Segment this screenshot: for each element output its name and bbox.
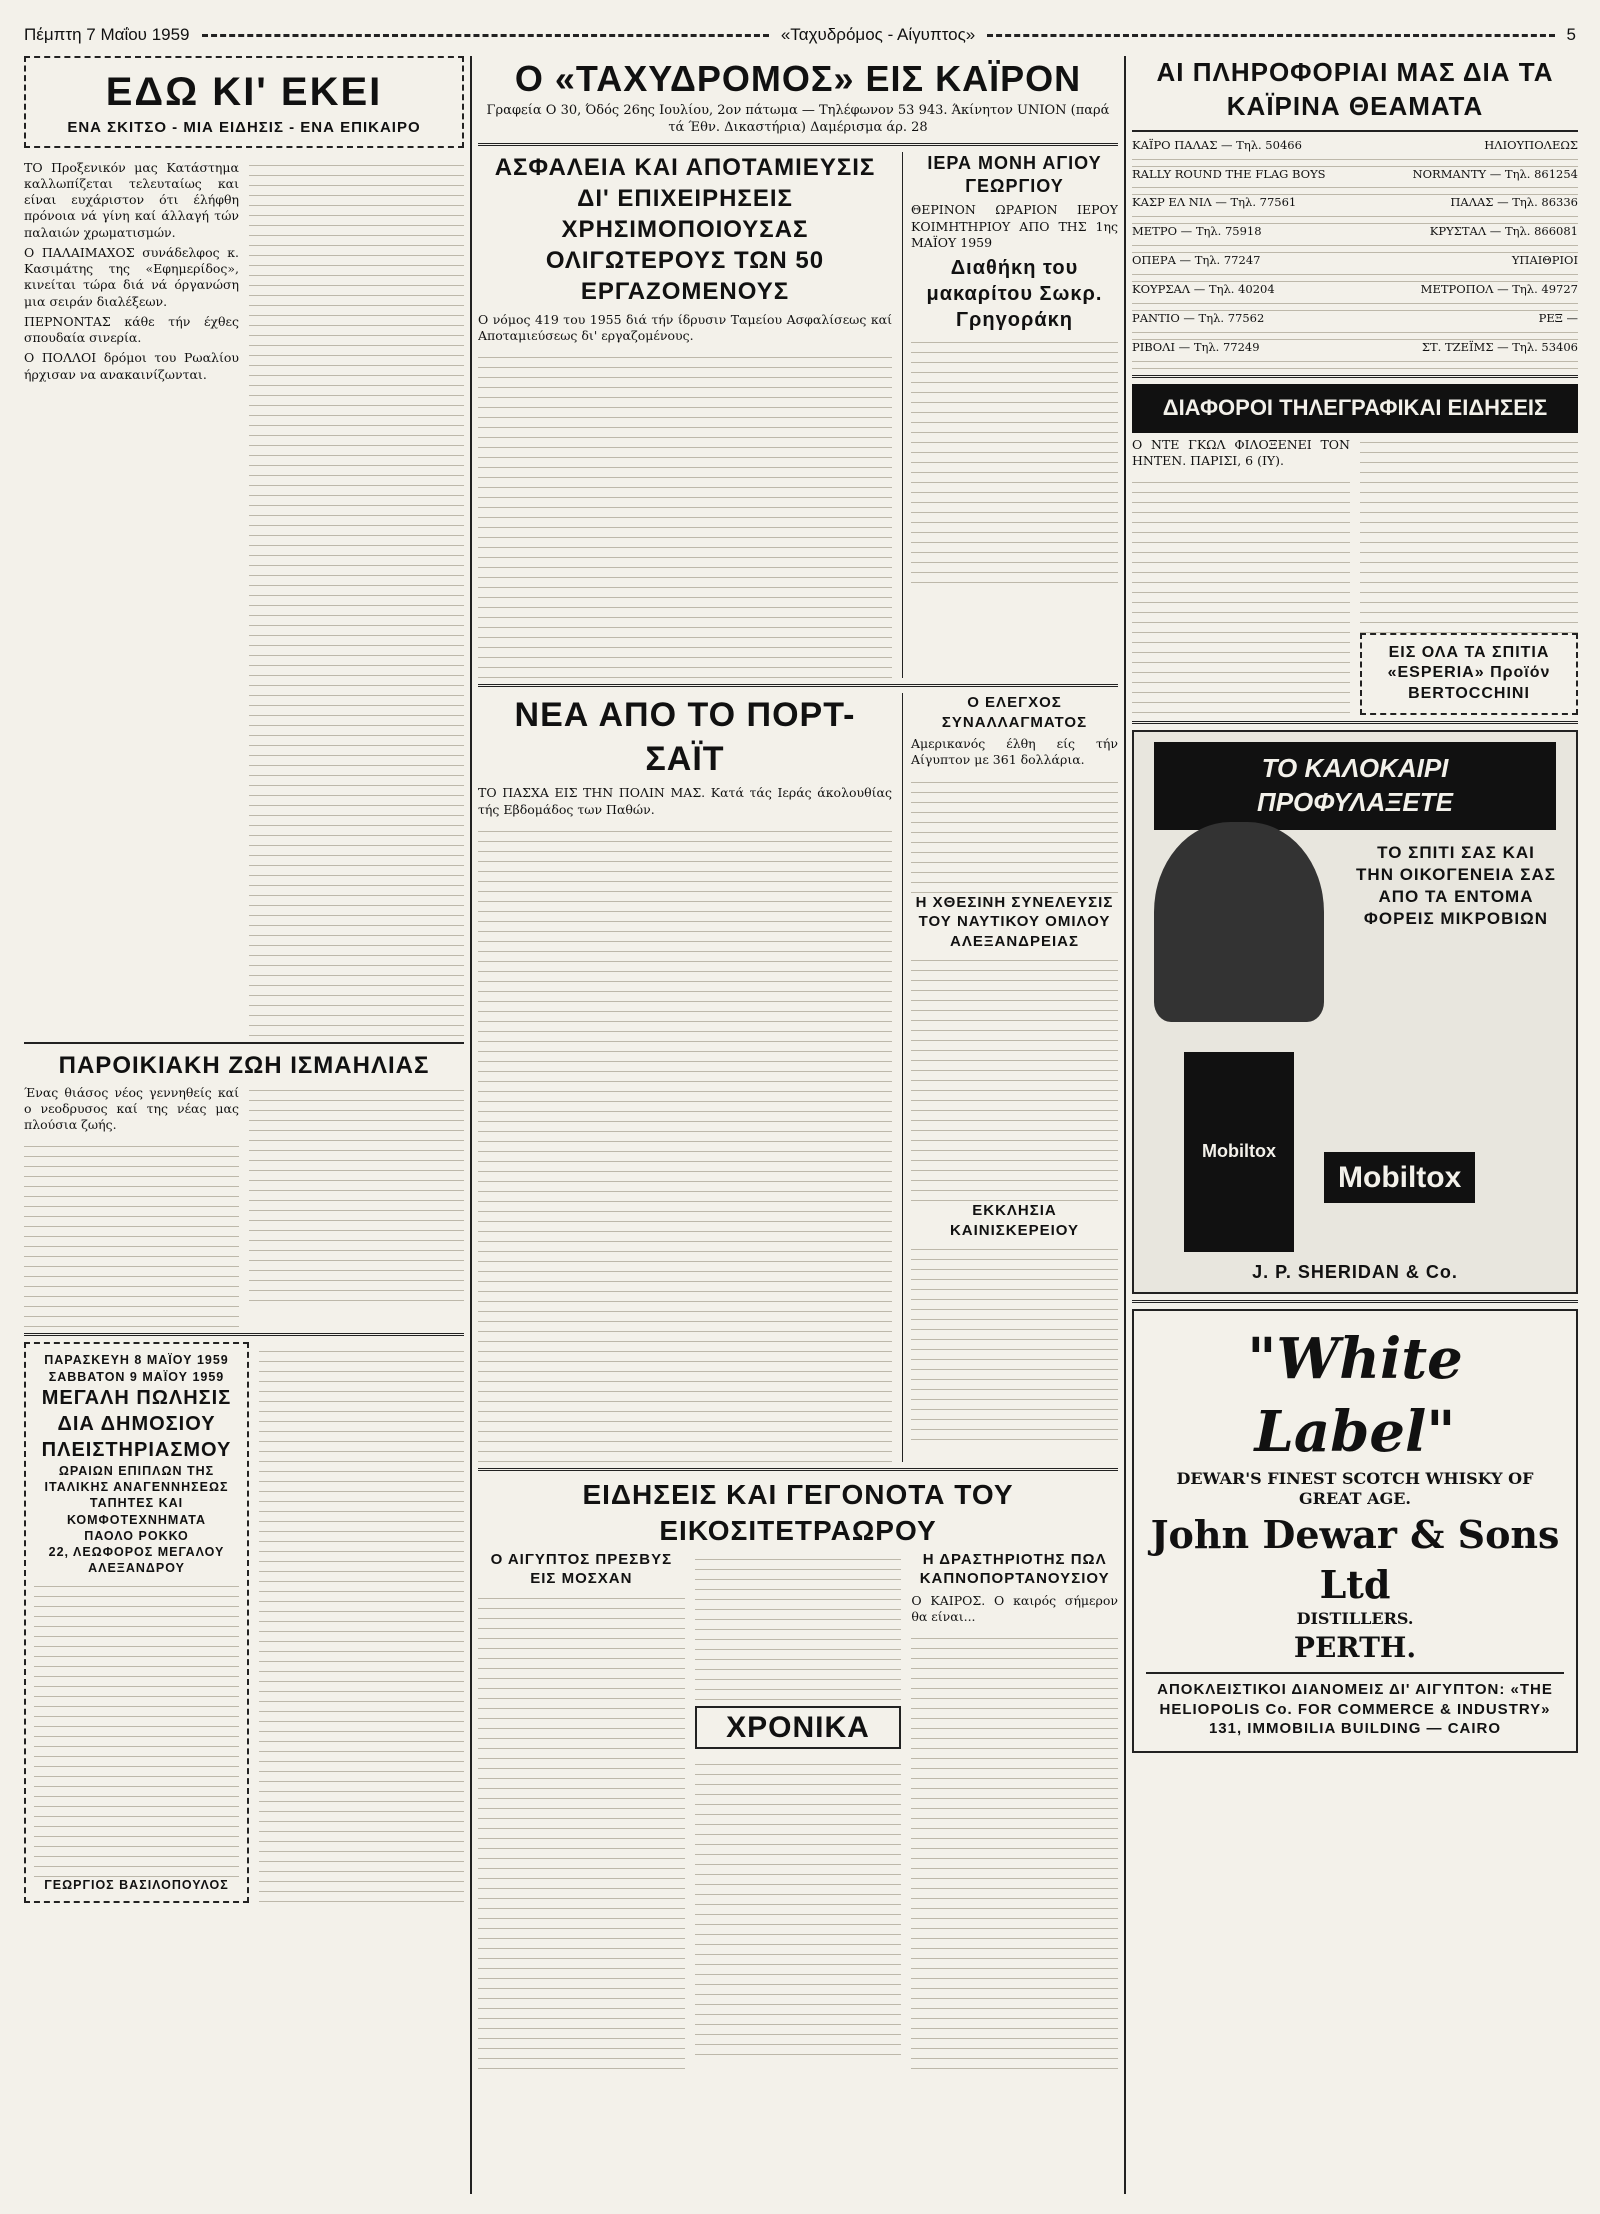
- cinema-entry: ΡΙΒΟΛΙ — Τηλ. 77249: [1132, 340, 1260, 355]
- art-row-2: [478, 693, 1118, 1462]
- white-label-distributor: ΑΠΟΚΛΕΙΣΤΙΚΟΙ ΔΙΑΝΟΜΕΙΣ ΔΙ' ΑΙΓΥΠΤΟΝ: «THE HELIOPOLIS Co. FOR COMMERCE & INDUSTRY»: [1157, 1681, 1553, 1718]
- fly-illustration-icon: [1154, 822, 1324, 1022]
- auction-line-8: ΓΕΩΡΓΙΟΣ ΒΑΣΙΛΟΠΟΥΛΟΣ: [44, 1877, 229, 1892]
- art5-title: Η ΧΘΕΣΙΝΗ ΣΥΝΕΛΕΥΣΙΣ ΤΟΥ ΝΑΥΤΙΚΟΥ ΟΜΙΛΟΥ ΑΛΕΞΑΝΔΡΕΙΑΣ: [915, 893, 1114, 950]
- cinema-filler: [1132, 355, 1578, 369]
- cinema-row: [1132, 195, 1578, 210]
- col1-text-5: Ένας θιάσος νέος γεννηθείς καί ο νεοδρυσος καί της νέας μας πλούσια ζωής.: [24, 1084, 239, 1133]
- telegraph-title: ΔΙΑΦΟΡΟΙ ΤΗΛΕΓΡΑΦΙΚΑΙ ΕΙΔΗΣΕΙΣ: [1132, 384, 1578, 433]
- art2-title: ΙΕΡΑ ΜΟΝΗ ΑΓΙΟΥ ΓΕΩΡΓΙΟΥ: [927, 152, 1102, 196]
- col1-text-4: Ο ΠΟΛΛΟΙ δρόμοι του Ρωαλίου ήρχισαν να ανακαινίζωνται.: [24, 350, 239, 382]
- art5-filler: [911, 951, 1118, 1201]
- col1-text-1: ΤΟ Προξενικόν μας Κατάστημα καλλωπίζεται τελευταίως και είναι ευχάριστον ότι έλήφθη πρόνοια νά γίνη καί άλλαγή τών παλαιών χρωματισμών.: [24, 159, 239, 240]
- art7-filler-2: [695, 1550, 902, 1700]
- cinema-row: [1132, 340, 1578, 355]
- col1-filler-3: [249, 1081, 464, 1301]
- masthead-rule-2: [987, 34, 1554, 37]
- cinema-entry: ΥΠΑΙΘΡΙΟΙ: [1511, 253, 1578, 268]
- box-title: ΕΔΩ ΚΙ' ΕΚΕΙ: [105, 70, 383, 114]
- art3-title: ΝΕΑ ΑΠΟ ΤΟ ΠΟΡΤ-ΣΑΪΤ: [514, 696, 856, 779]
- esperia-ad: ΕΙΣ ΟΛΑ ΤΑ ΣΠΙΤΙΑ «ESPERIA» Προϊόν BERTOCCHINI: [1360, 633, 1578, 715]
- art2-filler: [911, 333, 1118, 583]
- dewar-name: John Dewar & Sons Ltd: [1150, 1512, 1560, 1607]
- art-row-1: [478, 152, 1118, 678]
- art4-text: Αμερικανός έλθη είς τήν Αίγυπτον με 361 δολλάρια.: [911, 736, 1118, 768]
- col1-filler-2: [24, 1137, 239, 1327]
- auction-line-1: ΠΑΡΑΣΚΕΥΗ 8 ΜΑΪΟΥ 1959: [44, 1353, 229, 1368]
- col1-filler-4: [259, 1342, 464, 1902]
- mobiltox-logo: Mobiltox: [1324, 1152, 1475, 1203]
- telegraph-block: [1132, 433, 1578, 715]
- cinema-entry: ΚΑΣΡ ΕΛ ΝΙΛ — Τηλ. 77561: [1132, 195, 1297, 210]
- art7-text: Ο ΑΙΓΥΠΤΟΣ ΠΡΕΣΒΥΣ ΕΙΣ ΜΟΣΧΑΝ: [490, 1550, 673, 1588]
- cinema-filler: [1132, 326, 1578, 340]
- cinema-filler: [1132, 297, 1578, 311]
- art1-text: Ο νόμος 419 του 1955 διά τήν ίδρυσιν Ταμείου Ασφαλίσεως καί Αποταμιεύσεως δι' εργαζομένους.: [478, 311, 892, 343]
- chronika-filler: [695, 1755, 902, 2055]
- telegraph-text: Ο ΝΤΕ ΓΚΩΛ ΦΙΛΟΞΕΝΕΙ ΤΟΝ ΗΝΤΕΝ. ΠΑΡΙΣΙ, 6 (ΙΥ).: [1132, 436, 1350, 468]
- column-rule-1: [470, 56, 472, 2194]
- divider: [478, 143, 1118, 146]
- art7-filler: [478, 1589, 685, 2069]
- divider: [478, 1468, 1118, 1471]
- art6-filler: [911, 1240, 1118, 1440]
- art4-filler: [911, 773, 1118, 893]
- auction-line-5: ΤΑΠΗΤΕΣ ΚΑΙ ΚΟΜΦΟΤΕΧΝΗΜΑΤΑ: [66, 1496, 207, 1527]
- art1-title: ΑΣΦΑΛΕΙΑ ΚΑΙ ΑΠΟΤΑΜΙΕΥΣΙΣ ΔΙ' ΕΠΙΧΕΙΡΗΣΕΙΣ ΧΡΗΣΙΜΟΠΟΙΟΥΣΑΣ ΟΛΙΓΩΤΕΡΟΥΣ ΤΩΝ 50 ΕΡΓΑΖΟΜΕΝΟΥΣ: [494, 153, 876, 306]
- divider: [1132, 721, 1578, 724]
- column-2: [478, 56, 1118, 2194]
- cinema-list: [1132, 138, 1578, 370]
- column-1: [24, 56, 464, 2194]
- telegraph-filler: [1132, 473, 1350, 713]
- art8-filler: [911, 1629, 1118, 2069]
- art3-filler: [478, 822, 892, 1462]
- cinema-row: [1132, 167, 1578, 182]
- cinema-entry: ΚΑΪΡΟ ΠΑΛΑΣ — Τηλ. 50466: [1132, 137, 1302, 152]
- art2-sub: Διαθήκη του μακαρίτου Σωκρ. Γρηγοράκη: [926, 257, 1103, 332]
- column-rule-2: [1124, 56, 1126, 2194]
- box-subtitle: ΕΝΑ ΣΚΙΤΣΟ - ΜΙΑ ΕΙΔΗΣΙΣ - ΕΝΑ ΕΠΙΚΑΙΡΟ: [67, 119, 421, 136]
- auction-line-3: ΜΕΓΑΛΗ ΠΩΛΗΣΙΣ ΔΙΑ ΔΗΜΟΣΙΟΥ ΠΛΕΙΣΤΗΡΙΑΣΜΟΥ: [41, 1386, 232, 1461]
- masthead: [24, 20, 1576, 50]
- cinema-entry: ΟΠΕΡΑ — Τηλ. 77247: [1132, 253, 1261, 268]
- white-label-ad: [1132, 1309, 1578, 1753]
- masthead-rule: [202, 34, 769, 37]
- col1-filler: [249, 156, 464, 1036]
- column-3: [1132, 56, 1578, 2194]
- cinema-filler: [1132, 210, 1578, 224]
- cinema-title: ΑΙ ΠΛΗΡΟΦΟΡΙΑΙ ΜΑΣ ΔΙΑ ΤΑ ΚΑΪΡΙΝΑ ΘΕΑΜΑΤΑ: [1156, 57, 1554, 121]
- col1-text-2: Ο ΠΑΛΑΙΜΑΧΟΣ συνάδελφος κ. Κασιμάτης της «Εφημερίδος», κινείται τώρα διά νά όργανώση μια σειράν διαλέξεων.: [24, 244, 239, 309]
- cinema-filler: [1132, 239, 1578, 253]
- masthead-paper: «Ταχυδρόμος - Αίγυπτος»: [780, 25, 976, 44]
- dewar-distillers: DISTILLERS.: [1296, 1609, 1414, 1629]
- divider: [478, 684, 1118, 687]
- cinema-entry: ΡΕΞ —: [1538, 311, 1578, 326]
- divider: [1132, 130, 1578, 132]
- cinema-entry: ΜΕΤΡΟΠΟΛ — Τηλ. 49727: [1420, 282, 1578, 297]
- mobiltox-headline: ΤΟ ΚΑΛΟΚΑΙΡΙ ΠΡΟΦΥΛΑΞΕΤΕ: [1154, 742, 1556, 830]
- white-label-title: "White Label": [1247, 1326, 1463, 1465]
- cinema-entry: ΗΛΙΟΥΠΟΛΕΩΣ: [1484, 137, 1578, 152]
- divider: [1146, 1672, 1564, 1674]
- auction-line-2: ΣΑΒΒΑΤΟΝ 9 ΜΑΪΟΥ 1959: [48, 1369, 225, 1384]
- col1-text-block: [24, 156, 464, 1036]
- cinema-entry: ΣΤ. ΤΖΕΪΜΣ — Τηλ. 53406: [1421, 340, 1578, 355]
- cinema-entry: NORMANTY — Τηλ. 861254: [1412, 166, 1578, 181]
- art4-title: Ο ΕΛΕΓΧΟΣ ΣΥΝΑΛΛΑΓΜΑΤΟΣ: [941, 694, 1088, 731]
- section-title-ismailia: ΠΑΡΟΙΚΙΑΚΗ ΖΩΗ ΙΣΜΑΗΛΙΑΣ: [58, 1051, 430, 1079]
- mobiltox-sub: ΤΟ ΣΠΙΤΙ ΣΑΣ ΚΑΙ ΤΗΝ ΟΙΚΟΓΕΝΕΙΑ ΣΑΣ ΑΠΟ ΤΑ ΕΝΤΟΜΑ ΦΟΡΕΙΣ ΜΙΚΡΟΒΙΩΝ: [1356, 843, 1556, 929]
- cinema-row: [1132, 311, 1578, 326]
- art-row-3: [478, 1550, 1118, 2070]
- dewar-perth: PERTH.: [1293, 1630, 1417, 1664]
- auction-line-6: ΠΑΟΛΟ ΡΟΚΚΟ: [84, 1528, 189, 1543]
- col1-text-3: ΠΕΡΝΟΝΤΑΣ κάθε τήν έχθες σπουδαία σινερία.: [24, 313, 239, 345]
- cinema-filler: [1132, 181, 1578, 195]
- cinema-entry: ΡΑΝΤΙΟ — Τηλ. 77562: [1132, 311, 1265, 326]
- white-label-address: 131, IMMOBILIA BUILDING — CAIRO: [1208, 1720, 1502, 1738]
- cinema-entry: ΚΡΥΣΤΑΛ — Τηλ. 866081: [1429, 224, 1578, 239]
- art8-text: Ο ΚΑΙΡΟΣ. Ο καιρός σήμερον θα είναι...: [911, 1592, 1118, 1624]
- art6-title: ΕΚΚΛΗΣΙΑ ΚΑΙΝΙΣΚΕΡΕΙΟΥ: [949, 1202, 1080, 1239]
- cinema-row: [1132, 253, 1578, 268]
- auction-ad: [24, 1342, 249, 1903]
- cinema-entry: ΜΕΤΡΟ — Τηλ. 75918: [1132, 224, 1262, 239]
- cinema-entry: RALLY ROUND THE FLAG BOYS: [1132, 166, 1326, 181]
- telegraph-filler-2: [1360, 433, 1578, 633]
- art7-title: ΕΙΔΗΣΕΙΣ ΚΑΙ ΓΕΓΟΝΟΤΑ ΤΟΥ ΕΙΚΟΣΙΤΕΤΡΑΩΡΟΥ: [582, 1478, 1014, 1547]
- ismailia-block: [24, 1081, 464, 1328]
- auction-filler: [34, 1577, 239, 1877]
- divider-2: [24, 1333, 464, 1336]
- divider: [1132, 1300, 1578, 1303]
- banner: Ο «ΤΑΧΥΔΡΟΜΟΣ» ΕΙΣ ΚΑΪΡΟΝ: [514, 58, 1082, 99]
- cinema-entry: ΚΟΥΡΣΑΛ — Τηλ. 40204: [1132, 282, 1275, 297]
- mobiltox-can: Mobiltox: [1184, 1052, 1294, 1252]
- masthead-date: Πέμπτη 7 Μαΐου 1959: [24, 25, 190, 44]
- art8-title: Η ΔΡΑΣΤΗΡΙΟΤΗΣ ΠΩΛ ΚΑΠΝΟΠΟΡΤΑΝΟΥΣΙΟΥ: [919, 1550, 1110, 1588]
- cinema-entry: ΠΑΛΑΣ — Τηλ. 86336: [1450, 195, 1578, 210]
- divider: [1132, 375, 1578, 378]
- mobiltox-distributor: J. P. SHERIDAN & Co.: [1252, 1261, 1458, 1282]
- white-label-sub: DEWAR'S FINEST SCOTCH WHISKY OF GREAT AGE.: [1176, 1468, 1534, 1509]
- cinema-row: [1132, 224, 1578, 239]
- chronika-heading: ΧΡΟΝΙΚΑ: [695, 1706, 902, 1749]
- art2-text: ΘΕΡΙΝΟΝ ΩΡΑΡΙΟΝ ΙΕΡΟΥ ΚΟΙΜΗΤΗΡΙΟΥ ΑΠΟ ΤΗΣ 1ης ΜΑΪΟΥ 1959: [911, 202, 1118, 250]
- edo-ki-ekei-box: [24, 56, 464, 148]
- auction-line-7: 22, ΛΕΩΦΟΡΟΣ ΜΕΓΑΛΟΥ ΑΛΕΞΑΝΔΡΟΥ: [48, 1545, 225, 1576]
- divider: [24, 1042, 464, 1044]
- auction-block: [24, 1342, 464, 1903]
- banner-sub: Γραφεία Ο 30, Όδός 26ης Ιουλίου, 2ον πάτωμα — Τηλέφωνον 53 943. Άκίνητον UNION (παρά τά Έθν. Δικαστήρια) Δαμέρισμα άρ. 28: [486, 102, 1110, 135]
- cinema-row: [1132, 138, 1578, 153]
- art1-filler: [478, 348, 892, 678]
- cinema-filler: [1132, 153, 1578, 167]
- auction-line-4: ΩΡΑΙΩΝ ΕΠΙΠΛΩΝ ΤΗΣ ΙΤΑΛΙΚΗΣ ΑΝΑΓΕΝΝΗΣΕΩΣ: [44, 1463, 229, 1495]
- cinema-row: [1132, 282, 1578, 297]
- cinema-filler: [1132, 268, 1578, 282]
- art3-text: ΤΟ ΠΑΣΧΑ ΕΙΣ ΤΗΝ ΠΟΛΙΝ ΜΑΣ. Κατά τάς Ιεράς άκολουθίας τής Εβδομάδος των Παθών.: [478, 785, 892, 817]
- masthead-page: 5: [1566, 25, 1577, 44]
- mobiltox-ad: [1132, 730, 1578, 1294]
